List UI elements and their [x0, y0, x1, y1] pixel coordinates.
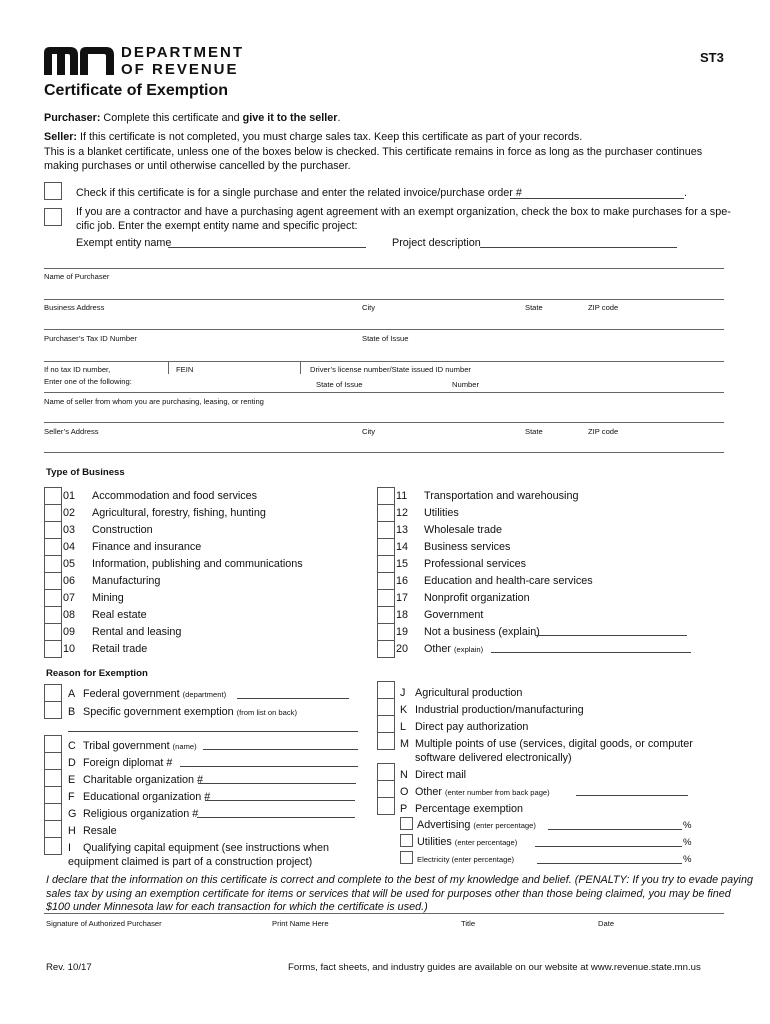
business-14-label [424, 541, 510, 553]
business-06-checkbox[interactable] [44, 572, 62, 590]
page-title: Certificate of Exemption [44, 82, 229, 99]
exempt-entity-label: Exempt entity name [76, 237, 172, 249]
business-04-label-text: Finance and insurance [92, 541, 202, 553]
reason-I-letter: I [68, 842, 71, 854]
print-name-label: Print Name Here [272, 919, 329, 928]
business-01-label [92, 490, 257, 502]
utilities-percent-sign: % [683, 837, 692, 848]
reason-P-checkbox[interactable] [377, 797, 395, 815]
title-label: Title [461, 919, 476, 928]
seller-address-field[interactable] [44, 452, 724, 453]
business-11-checkbox[interactable] [377, 487, 395, 505]
business-08-label [92, 609, 147, 621]
reason-F-field[interactable] [205, 800, 355, 801]
tax-id-field[interactable] [44, 329, 724, 330]
business-03-label-text: Construction [92, 524, 153, 536]
reason-C-checkbox[interactable] [44, 735, 62, 753]
business-07-label [92, 592, 124, 604]
dl-number-label: Number [452, 380, 480, 389]
type-of-business-heading: Type of Business [46, 467, 125, 478]
business-19-checkbox[interactable] [377, 623, 395, 641]
business-13-label [424, 524, 502, 536]
blanket-line-1: This is a blanket certificate, unless one of the boxes below is checked. This certificate remains in force as long as the purchaser continues [44, 146, 703, 158]
business-02-code: 02 [63, 507, 76, 519]
business-13-checkbox[interactable] [377, 521, 395, 539]
business-10-checkbox[interactable] [44, 640, 62, 658]
reason-K-letter: K [400, 704, 408, 716]
id-entry-field[interactable] [44, 392, 724, 393]
reason-I-label-2: equipment claimed is part of a construction project) [68, 856, 313, 868]
reason-M-checkbox[interactable] [377, 732, 395, 750]
business-18-checkbox[interactable] [377, 606, 395, 624]
business-20-label-text: Other [424, 643, 452, 655]
reason-O-field[interactable] [576, 795, 688, 796]
business-11-label-text: Transportation and warehousing [424, 490, 579, 502]
invoice-number-field[interactable] [510, 198, 684, 199]
invoice-period: . [684, 187, 687, 199]
business-10-label-text: Retail trade [92, 643, 148, 655]
mn-logo-icon [44, 47, 114, 75]
state-label: State [525, 303, 543, 312]
single-purchase-label: Check if this certificate is for a single purchase and enter the related invoice/purchase order # [76, 187, 522, 199]
signature-label: Signature of Authorized Purchaser [46, 919, 162, 928]
project-description-field[interactable] [480, 247, 677, 248]
no-tax-id-label-1: If no tax ID number, [44, 365, 111, 374]
business-07-checkbox[interactable] [44, 589, 62, 607]
reason-N-checkbox[interactable] [377, 763, 395, 781]
reason-L-checkbox[interactable] [377, 715, 395, 733]
reason-J-letter: J [400, 687, 406, 699]
utilities-label: Utilities (enter percentage) [417, 836, 518, 848]
reason-P-label: Percentage exemption [415, 803, 524, 815]
business-20-note: (explain) [454, 645, 484, 654]
advertising-percent-field[interactable] [548, 829, 682, 830]
seller-state-label: State [525, 427, 543, 436]
business-13-label-text: Wholesale trade [424, 524, 503, 536]
business-05-code: 05 [63, 558, 76, 570]
declaration-line-3: $100 under Minnesota law for each transaction for which the certificate is used.) [46, 901, 428, 913]
business-11-code: 11 [396, 490, 408, 502]
reason-H-label: Resale [83, 825, 117, 837]
business-12-label-text: Utilities [424, 507, 459, 519]
business-08-code: 08 [63, 609, 76, 621]
reason-P-letter: P [400, 803, 408, 815]
business-15-label-text: Professional services [424, 558, 527, 570]
reason-A-field[interactable] [237, 698, 349, 699]
business-10-label [92, 643, 147, 655]
business-07-label-text: Mining [92, 592, 124, 604]
reason-F-letter: F [68, 791, 75, 803]
business-20-explain-field[interactable] [491, 652, 691, 653]
business-12-checkbox[interactable] [377, 504, 395, 522]
business-06-code: 06 [63, 575, 76, 587]
reason-A-letter: A [68, 688, 76, 700]
exempt-entity-field[interactable] [168, 247, 366, 248]
business-19-label-text: Not a business (explain) [424, 626, 540, 638]
advertising-percent-sign: % [683, 820, 692, 831]
business-08-label-text: Real estate [92, 609, 147, 621]
reason-L-label: Direct pay authorization [415, 721, 529, 733]
business-16-checkbox[interactable] [377, 572, 395, 590]
business-13-code: 13 [396, 524, 409, 536]
business-18-code: 18 [396, 609, 409, 621]
business-16-label-text: Education and health-care services [424, 575, 593, 587]
business-11-label [424, 490, 578, 502]
reason-B-checkbox[interactable] [44, 701, 62, 719]
electricity-checkbox[interactable] [400, 851, 413, 864]
tax-id-label: Purchaser’s Tax ID Number [44, 334, 137, 343]
id-row-line [44, 361, 724, 362]
business-17-code: 17 [396, 592, 409, 604]
business-17-label [424, 592, 530, 604]
reason-G-label: Religious organization # [83, 808, 199, 820]
business-03-label [92, 524, 153, 536]
reason-J-checkbox[interactable] [377, 681, 395, 699]
business-14-checkbox[interactable] [377, 538, 395, 556]
reason-K-checkbox[interactable] [377, 698, 395, 716]
business-18-label [424, 609, 483, 621]
business-10-code: 10 [63, 643, 76, 655]
business-16-label [424, 575, 593, 587]
reason-F-checkbox[interactable] [44, 786, 62, 804]
business-20-code: 20 [396, 643, 409, 655]
reason-G-checkbox[interactable] [44, 803, 62, 821]
business-09-code: 09 [63, 626, 76, 638]
signature-line[interactable] [44, 913, 724, 914]
business-09-label [92, 626, 181, 638]
seller-zip-label: ZIP code [588, 427, 619, 436]
reason-B-field[interactable] [68, 731, 358, 732]
declaration-line-2: sales tax by using an exemption certificate for items or services that will be used for purposes other than those being claimed, you may be fined [46, 888, 731, 900]
business-14-code: 14 [396, 541, 409, 553]
reason-C-field[interactable] [203, 749, 358, 750]
reason-N-letter: N [400, 769, 408, 781]
reason-J-label: Agricultural production [415, 687, 523, 699]
electricity-percent-field[interactable] [537, 863, 682, 864]
tax-id-state-label: State of Issue [362, 334, 409, 343]
purchaser-instruction: Purchaser: Complete this certificate and give it to the seller. [44, 112, 341, 124]
zip-label: ZIP code [588, 303, 619, 312]
contractor-line-1: If you are a contractor and have a purchasing agent agreement with an exempt organization, check the box to make purchases for a spe- [76, 206, 731, 218]
fein-label: FEIN [176, 365, 194, 374]
reason-D-field[interactable] [180, 766, 358, 767]
form-code: ST3 [700, 50, 724, 65]
reason-E-label: Charitable organization # [83, 774, 204, 786]
single-purchase-checkbox[interactable] [44, 182, 62, 200]
reason-B-letter: B [68, 706, 76, 718]
contractor-line-2: cific job. Enter the exempt entity name and specific project: [76, 220, 358, 232]
business-01-label-text: Accommodation and food services [92, 490, 258, 502]
reason-F-label: Educational organization # [83, 791, 211, 803]
business-04-label [92, 541, 201, 553]
reason-I-label-1: Qualifying capital equipment (see instructions when [83, 842, 330, 854]
seller-instruction: Seller: If this certificate is not completed, you must charge sales tax. Keep this certificate as part of your records. [44, 131, 583, 143]
business-17-checkbox[interactable] [377, 589, 395, 607]
id-divider-1 [168, 362, 169, 374]
utilities-percent-field[interactable] [535, 846, 682, 847]
footer-website-note: Forms, fact sheets, and industry guides are available on our website at www.revenue.state.mn.us [288, 962, 701, 973]
date-label: Date [598, 919, 615, 928]
seller-city-label: City [362, 427, 376, 436]
drivers-license-label: Driver’s license number/State issued ID number [310, 365, 471, 374]
business-12-label [424, 507, 459, 519]
business-05-label [92, 558, 303, 570]
reason-G-field[interactable] [197, 817, 355, 818]
dept-line-1: DEPARTMENT [121, 44, 245, 61]
business-02-checkbox[interactable] [44, 504, 62, 522]
blanket-line-2: making purchases or until otherwise cancelled by the purchaser. [44, 160, 351, 172]
reason-E-letter: E [68, 774, 76, 786]
revision-label: Rev. 10/17 [46, 962, 92, 973]
business-01-checkbox[interactable] [44, 487, 62, 505]
business-20-label [424, 643, 483, 655]
business-01-code: 01 [63, 490, 76, 502]
name-of-purchaser-label: Name of Purchaser [44, 272, 110, 281]
reason-D-letter: D [68, 757, 76, 769]
reason-G-letter: G [68, 808, 77, 820]
reason-E-field[interactable] [198, 783, 356, 784]
business-06-label-text: Manufacturing [92, 575, 161, 587]
business-08-checkbox[interactable] [44, 606, 62, 624]
reason-heading: Reason for Exemption [46, 668, 148, 679]
business-15-label [424, 558, 526, 570]
business-19-label [424, 626, 540, 638]
business-05-label-text: Information, publishing and communications [92, 558, 303, 570]
reason-A-checkbox[interactable] [44, 684, 62, 702]
reason-O-label: Other (enter number from back page) [415, 786, 550, 798]
reason-H-letter: H [68, 825, 76, 837]
business-09-checkbox[interactable] [44, 623, 62, 641]
project-description-label: Project description [392, 237, 481, 249]
city-label: City [362, 303, 376, 312]
reason-C-letter: C [68, 740, 76, 752]
dept-line-2: OF REVENUE [121, 61, 239, 78]
advertising-label: Advertising (enter percentage) [417, 819, 536, 831]
electricity-label: Electricity (enter percentage) [417, 855, 515, 864]
business-04-code: 04 [63, 541, 76, 553]
business-19-explain-field[interactable] [535, 635, 687, 636]
business-07-code: 07 [63, 592, 76, 604]
seller-name-field[interactable] [44, 422, 724, 423]
reason-N-label: Direct mail [415, 769, 466, 781]
reason-I-checkbox[interactable] [44, 837, 62, 855]
reason-H-checkbox[interactable] [44, 820, 62, 838]
business-03-code: 03 [63, 524, 76, 536]
business-15-code: 15 [396, 558, 409, 570]
declaration-line-1: I declare that the information on this certificate is correct and complete to the best of my knowledge and belief. (PENALTY: If you try to evade paying [46, 874, 753, 886]
reason-M-label-1: Multiple points of use (services, digital goods, or computer [415, 738, 693, 750]
business-02-label [92, 507, 266, 519]
reason-B-label: Specific government exemption (from list on back) [83, 706, 297, 718]
business-15-checkbox[interactable] [377, 555, 395, 573]
reason-O-letter: O [400, 786, 409, 798]
business-address-field[interactable] [44, 299, 724, 300]
business-05-checkbox[interactable] [44, 555, 62, 573]
business-06-label [92, 575, 160, 587]
business-16-code: 16 [396, 575, 409, 587]
business-address-label: Business Address [44, 303, 105, 312]
reason-D-checkbox[interactable] [44, 752, 62, 770]
electricity-percent-sign: % [683, 854, 692, 865]
business-18-label-text: Government [424, 609, 484, 621]
no-tax-id-label-2: Enter one of the following: [44, 377, 132, 386]
seller-address-label: Seller’s Address [44, 427, 99, 436]
id-divider-2 [300, 362, 301, 374]
business-12-code: 12 [396, 507, 409, 519]
reason-M-letter: M [400, 738, 409, 750]
reason-E-checkbox[interactable] [44, 769, 62, 787]
business-14-label-text: Business services [424, 541, 511, 553]
business-02-label-text: Agricultural, forestry, fishing, hunting [92, 507, 266, 519]
utilities-checkbox[interactable] [400, 834, 413, 847]
business-09-label-text: Rental and leasing [92, 626, 182, 638]
business-20-checkbox[interactable] [377, 640, 395, 658]
reason-D-label: Foreign diplomat # [83, 757, 173, 769]
reason-A-label: Federal government (department) [83, 688, 227, 700]
contractor-checkbox[interactable] [44, 208, 62, 226]
seller-name-label: Name of seller from whom you are purchasing, leasing, or renting [44, 397, 264, 406]
name-of-purchaser-field[interactable] [44, 268, 724, 269]
reason-O-checkbox[interactable] [377, 780, 395, 798]
business-04-checkbox[interactable] [44, 538, 62, 556]
business-17-label-text: Nonprofit organization [424, 592, 530, 604]
advertising-checkbox[interactable] [400, 817, 413, 830]
business-19-code: 19 [396, 626, 409, 638]
reason-C-label: Tribal government (name) [83, 740, 197, 752]
reason-L-letter: L [400, 721, 407, 733]
reason-M-label-2: software delivered electronically) [415, 752, 572, 764]
dl-state-label: State of Issue [316, 380, 363, 389]
business-03-checkbox[interactable] [44, 521, 62, 539]
reason-K-label: Industrial production/manufacturing [415, 704, 584, 716]
